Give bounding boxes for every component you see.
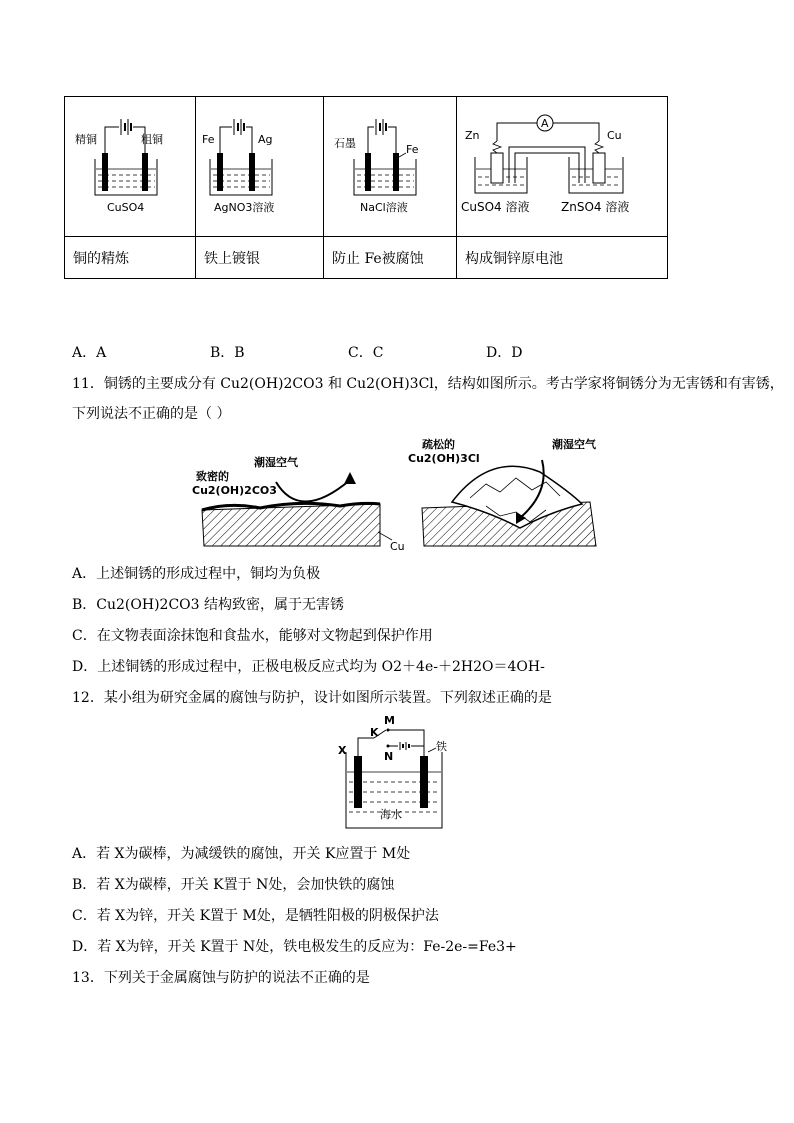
label-seawater: 海水	[380, 808, 402, 821]
q11-stem-line1: 11．铜锈的主要成分有 Cu2(OH)2CO3 和 Cu2(OH)3Cl，结构如图所示。考古学家将铜锈分为无害锈和有害锈，	[72, 376, 784, 392]
q12-option-b[interactable]: B．若 X为碳棒，开关 K置于 N处，会加快铁的腐蚀	[72, 877, 395, 893]
electrolysis-cell-b-diagram	[196, 97, 323, 232]
q12-option-d[interactable]: D．若 X为锌，开关 K置于 N处，铁电极发生的反应为：Fe-2e-=Fe3+	[72, 939, 517, 955]
label-solution-a: CuSO4	[107, 201, 145, 214]
q12-stem: 12．某小组为研究金属的腐蚀与防护，设计如图所示装置。下列叙述正确的是	[72, 690, 552, 706]
q10-figure-b	[196, 97, 324, 237]
label-pure-copper: 精铜	[75, 133, 97, 146]
q10-option-c[interactable]: C．C	[348, 345, 384, 361]
q10-option-d[interactable]: D．D	[486, 345, 523, 361]
label-dense: 致密的	[196, 470, 229, 483]
q10-option-a[interactable]: A．A	[72, 345, 107, 361]
q10-caption-a: 铜的精炼	[65, 237, 196, 279]
label-x-electrode: X	[338, 744, 347, 757]
q10-table	[64, 96, 668, 279]
q10-caption-d: 构成铜锌原电池	[457, 237, 668, 279]
label-cu-metal: Cu	[390, 540, 405, 552]
label-graphite: 石墨	[334, 137, 356, 150]
q12-apparatus-figure	[330, 712, 460, 832]
label-zn: Zn	[465, 129, 480, 142]
galvanic-cell-diagram	[457, 97, 667, 232]
label-ag: Ag	[258, 133, 273, 146]
q13-stem: 13．下列关于金属腐蚀与防护的说法不正确的是	[72, 970, 370, 986]
label-fe-b: Fe	[202, 133, 215, 146]
label-cu-d: Cu	[607, 129, 622, 142]
label-switch-k: K	[370, 726, 379, 739]
q10-option-b[interactable]: B．B	[210, 345, 245, 361]
formula-dense: Cu2(OH)2CO3	[192, 484, 277, 497]
label-solution-d-right: ZnSO4 溶液	[561, 200, 630, 214]
q11-option-a[interactable]: A．上述铜锈的形成过程中，铜均为负极	[72, 566, 321, 582]
label-ammeter: A	[541, 117, 549, 130]
q11-rust-figure	[190, 432, 610, 552]
label-solution-d-left: CuSO4 溶液	[461, 200, 530, 214]
electrolysis-cell-c-diagram	[324, 97, 456, 232]
label-solution-c: NaCl溶液	[360, 201, 408, 214]
formula-loose: Cu2(OH)3Cl	[408, 452, 480, 465]
electrolysis-cell-a-diagram	[65, 97, 195, 232]
q10-caption-b: 铁上镀银	[196, 237, 324, 279]
label-crude-copper: 粗铜	[141, 133, 163, 146]
q12-option-c[interactable]: C．若 X为锌，开关 K置于 M处，是牺牲阳极的阴极保护法	[72, 908, 439, 924]
q11-option-b[interactable]: B．Cu2(OH)2CO3 结构致密，属于无害锈	[72, 597, 344, 613]
label-iron: 铁	[436, 740, 447, 753]
q10-figure-c	[324, 97, 457, 237]
label-solution-b: AgNO3溶液	[214, 201, 275, 214]
copper-block-left	[202, 504, 380, 546]
label-contact-n: N	[384, 750, 394, 763]
label-fe-c: Fe	[406, 143, 419, 156]
q10-figure-d	[457, 97, 668, 237]
q10-caption-c: 防止 Fe被腐蚀	[324, 237, 457, 279]
q11-stem-line2: 下列说法不正确的是（ ）	[72, 406, 231, 422]
label-loose: 疏松的	[422, 438, 455, 451]
q12-option-a[interactable]: A．若 X为碳棒，为减缓铁的腐蚀，开关 K应置于 M处	[72, 846, 411, 862]
q11-option-c[interactable]: C．在文物表面涂抹饱和食盐水，能够对文物起到保护作用	[72, 628, 433, 644]
q10-figure-a	[65, 97, 196, 237]
label-contact-m: M	[384, 714, 395, 727]
label-moist-air-left: 潮湿空气	[254, 456, 298, 469]
q11-option-d[interactable]: D．上述铜锈的形成过程中，正极电极反应式均为 O2＋4e-＋2H2O＝4OH-	[72, 659, 545, 675]
label-moist-air-right: 潮湿空气	[552, 438, 596, 451]
